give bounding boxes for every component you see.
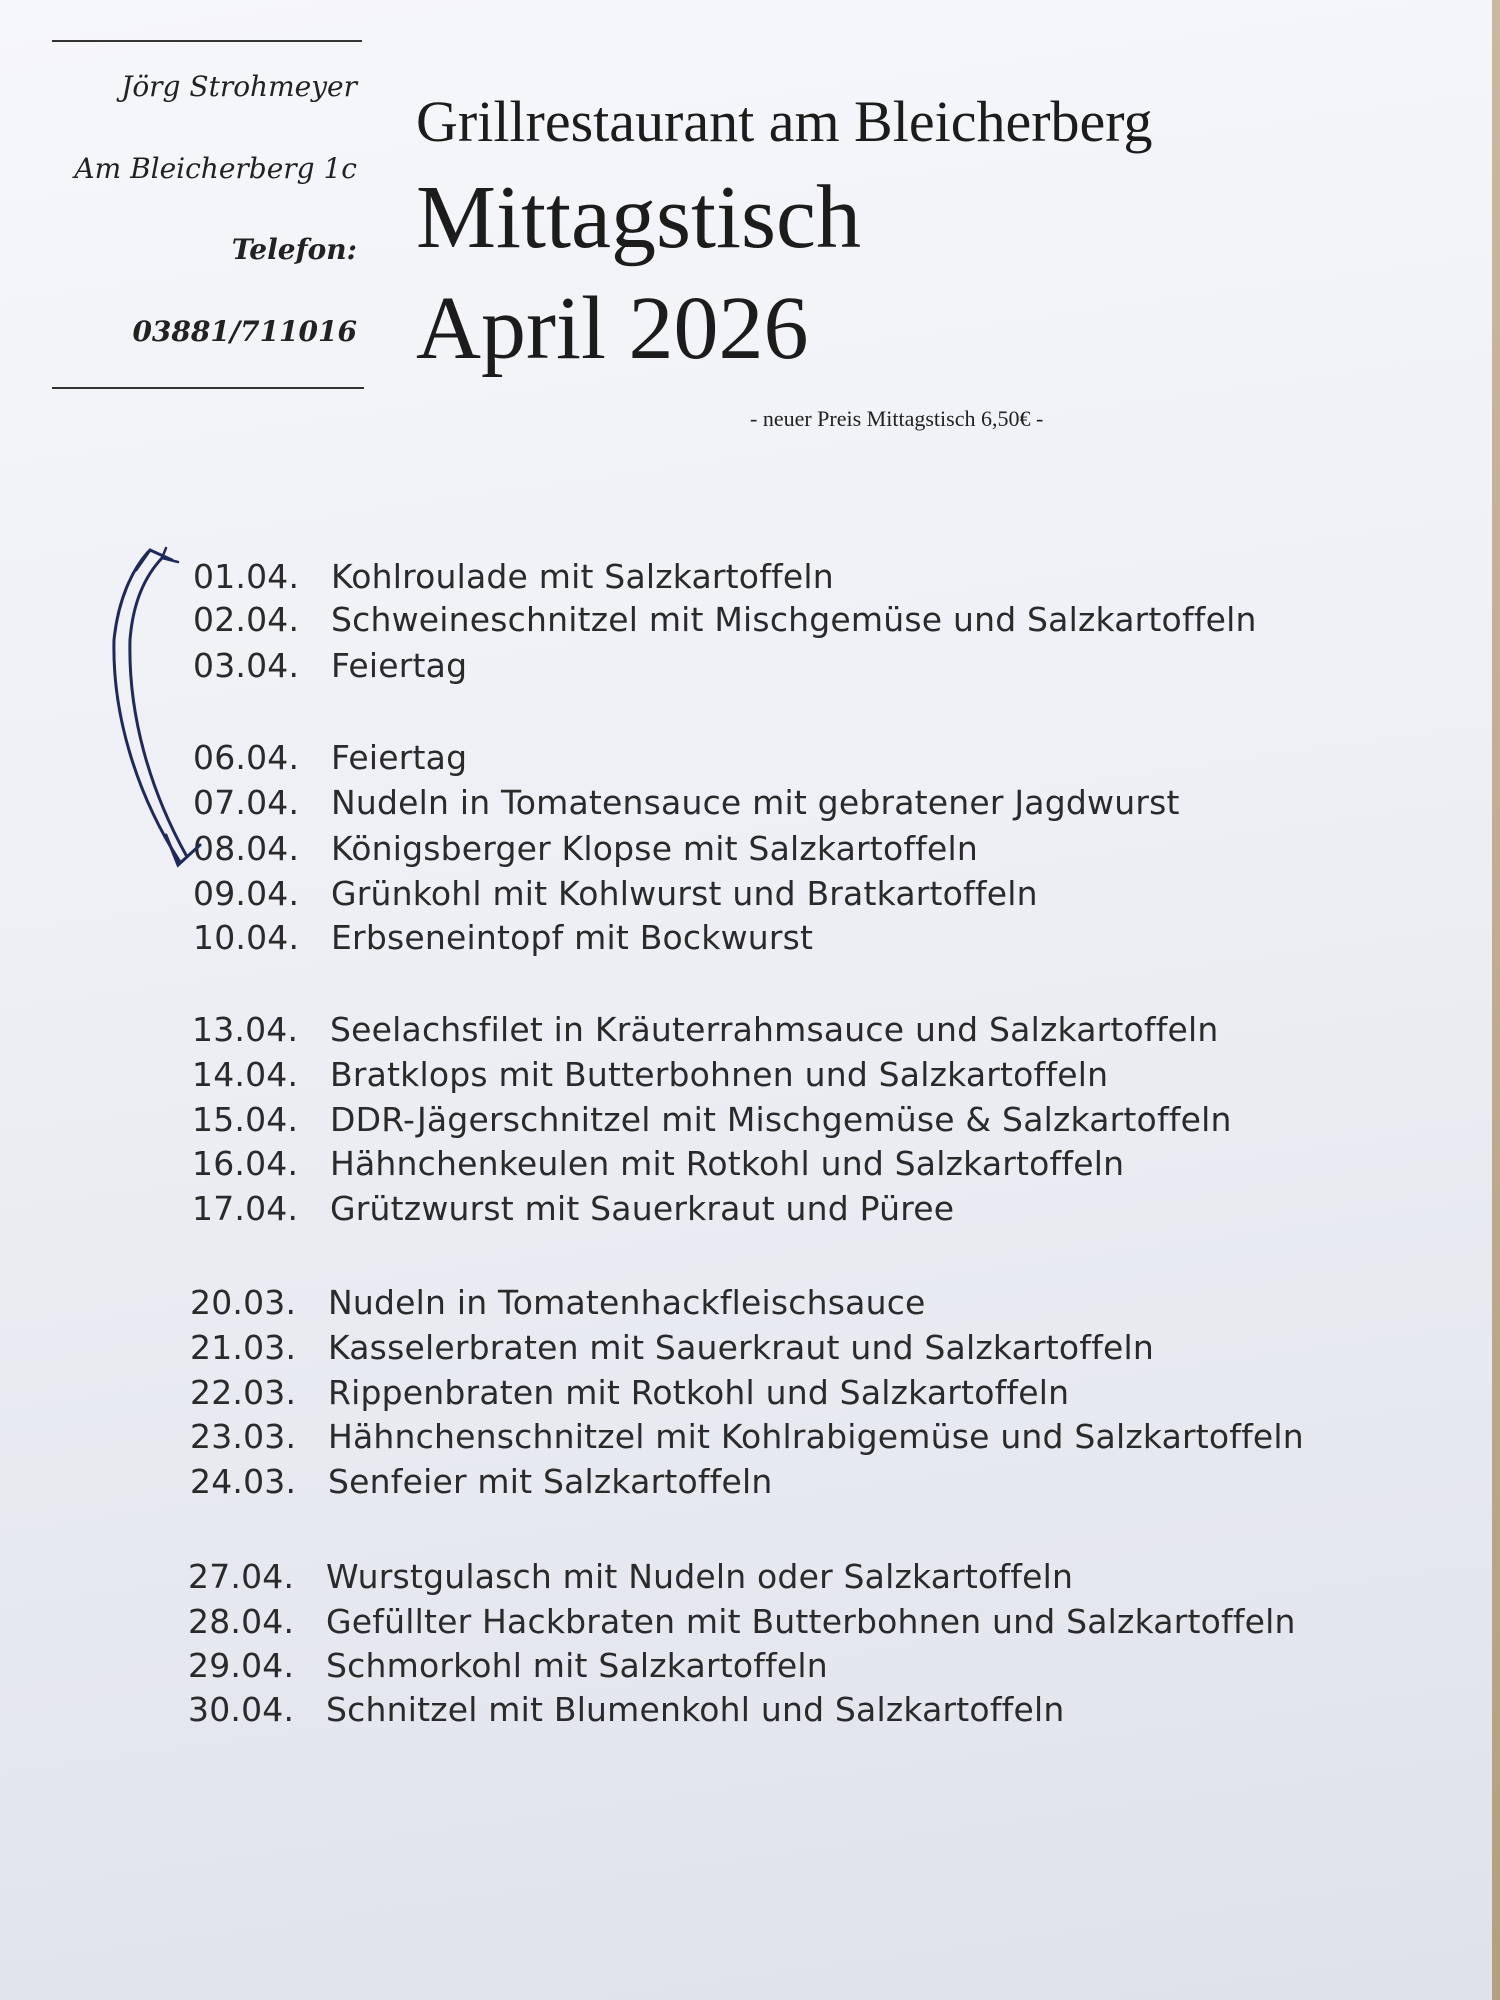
address: Am Bleicherberg 1c [74,152,357,185]
menu-dish: Nudeln in Tomatenhackfleischsauce [328,1283,926,1322]
menu-date: 15.04. [192,1100,299,1139]
menu-date: 24.03. [190,1462,297,1501]
menu-item [193,874,1038,913]
menu-dish: Erbseneintopf mit Bockwurst [331,918,814,957]
menu-item [193,557,834,596]
menu-item [190,1283,926,1322]
menu-month: April 2026 [416,279,809,378]
menu-item [190,1417,1304,1456]
menu-date: 29.04. [188,1646,295,1685]
menu-item [190,1373,1069,1412]
menu-dish: Rippenbraten mit Rotkohl und Salzkartoffeln [328,1373,1070,1412]
menu-date: 28.04. [188,1602,295,1641]
menu-dish: Schweineschnitzel mit Mischgemüse und Salzkartoffeln [331,600,1257,639]
menu-dish: Seelachsfilet in Kräuterrahmsauce und Salzkartoffeln [330,1010,1219,1049]
menu-item [192,1055,1108,1094]
menu-dish: Wurstgulasch mit Nudeln oder Salzkartoffeln [326,1557,1074,1596]
menu-item [192,1144,1124,1183]
menu-item [192,1189,954,1228]
price-note: - neuer Preis Mittagstisch 6,50€ - [750,406,1044,431]
menu-dish: Nudeln in Tomatensauce mit gebratener Jagdwurst [331,783,1180,822]
menu-date: 10.04. [193,918,300,957]
menu-date: 30.04. [188,1690,295,1729]
menu-date: 17.04. [192,1189,299,1228]
menu-item [193,783,1180,822]
menu-date: 01.04. [193,557,300,596]
phone-label: Telefon: [231,233,357,266]
menu-item [188,1602,1296,1641]
menu-dish: Grünkohl mit Kohlwurst und Bratkartoffeln [331,874,1038,913]
menu-date: 27.04. [188,1557,295,1596]
menu-date: 20.03. [190,1283,297,1322]
menu-dish: Hähnchenschnitzel mit Kohlrabigemüse und Salzkartoffeln [328,1417,1304,1456]
menu-date: 16.04. [192,1144,299,1183]
owner-name: Jörg Strohmeyer [121,70,357,103]
menu-dish: DDR-Jägerschnitzel mit Mischgemüse & Salzkartoffeln [330,1100,1232,1139]
menu-item [190,1462,773,1501]
menu-dish: Schnitzel mit Blumenkohl und Salzkartoffeln [326,1690,1065,1729]
page-title: Mittagstisch [416,168,861,267]
menu-date: 14.04. [192,1055,299,1094]
menu-dish: Kohlroulade mit Salzkartoffeln [331,557,834,596]
menu-dish: Feiertag [331,738,468,777]
menu-item [190,1328,1154,1367]
menu-dish: Schmorkohl mit Salzkartoffeln [326,1646,828,1685]
menu-item [192,1010,1219,1049]
menu-dish: Königsberger Klopse mit Salzkartoffeln [331,829,978,868]
handwritten-arrow [0,0,260,900]
menu-dish: Feiertag [331,646,468,685]
restaurant-name: Grillrestaurant am Bleicherberg [416,89,1153,154]
menu-dish: Kasselerbraten mit Sauerkraut und Salzkartoffeln [328,1328,1154,1367]
menu-date: 21.03. [190,1328,297,1367]
menu-dish: Bratklops mit Butterbohnen und Salzkartoffeln [330,1055,1109,1094]
menu-dish: Hähnchenkeulen mit Rotkohl und Salzkartoffeln [330,1144,1125,1183]
menu-item [193,918,813,957]
menu-date: 02.04. [193,600,300,639]
menu-date: 09.04. [193,874,300,913]
menu-item [188,1690,1064,1729]
menu-item [188,1646,828,1685]
menu-dish: Senfeier mit Salzkartoffeln [328,1462,773,1501]
menu-date: 07.04. [193,783,300,822]
menu-dish: Grützwurst mit Sauerkraut und Püree [330,1189,955,1228]
menu-date: 08.04. [193,829,300,868]
menu-dish: Gefüllter Hackbraten mit Butterbohnen und Salzkartoffeln [326,1602,1296,1641]
phone-number: 03881/711016 [132,315,357,348]
menu-date: 03.04. [193,646,300,685]
menu-item [193,829,978,868]
menu-item [188,1557,1073,1596]
menu-date: 22.03. [190,1373,297,1412]
menu-item [193,600,1257,639]
menu-item [192,1100,1232,1139]
menu-date: 06.04. [193,738,300,777]
menu-date: 23.03. [190,1417,297,1456]
table-edge [1492,0,1500,2000]
menu-date: 13.04. [192,1010,299,1049]
